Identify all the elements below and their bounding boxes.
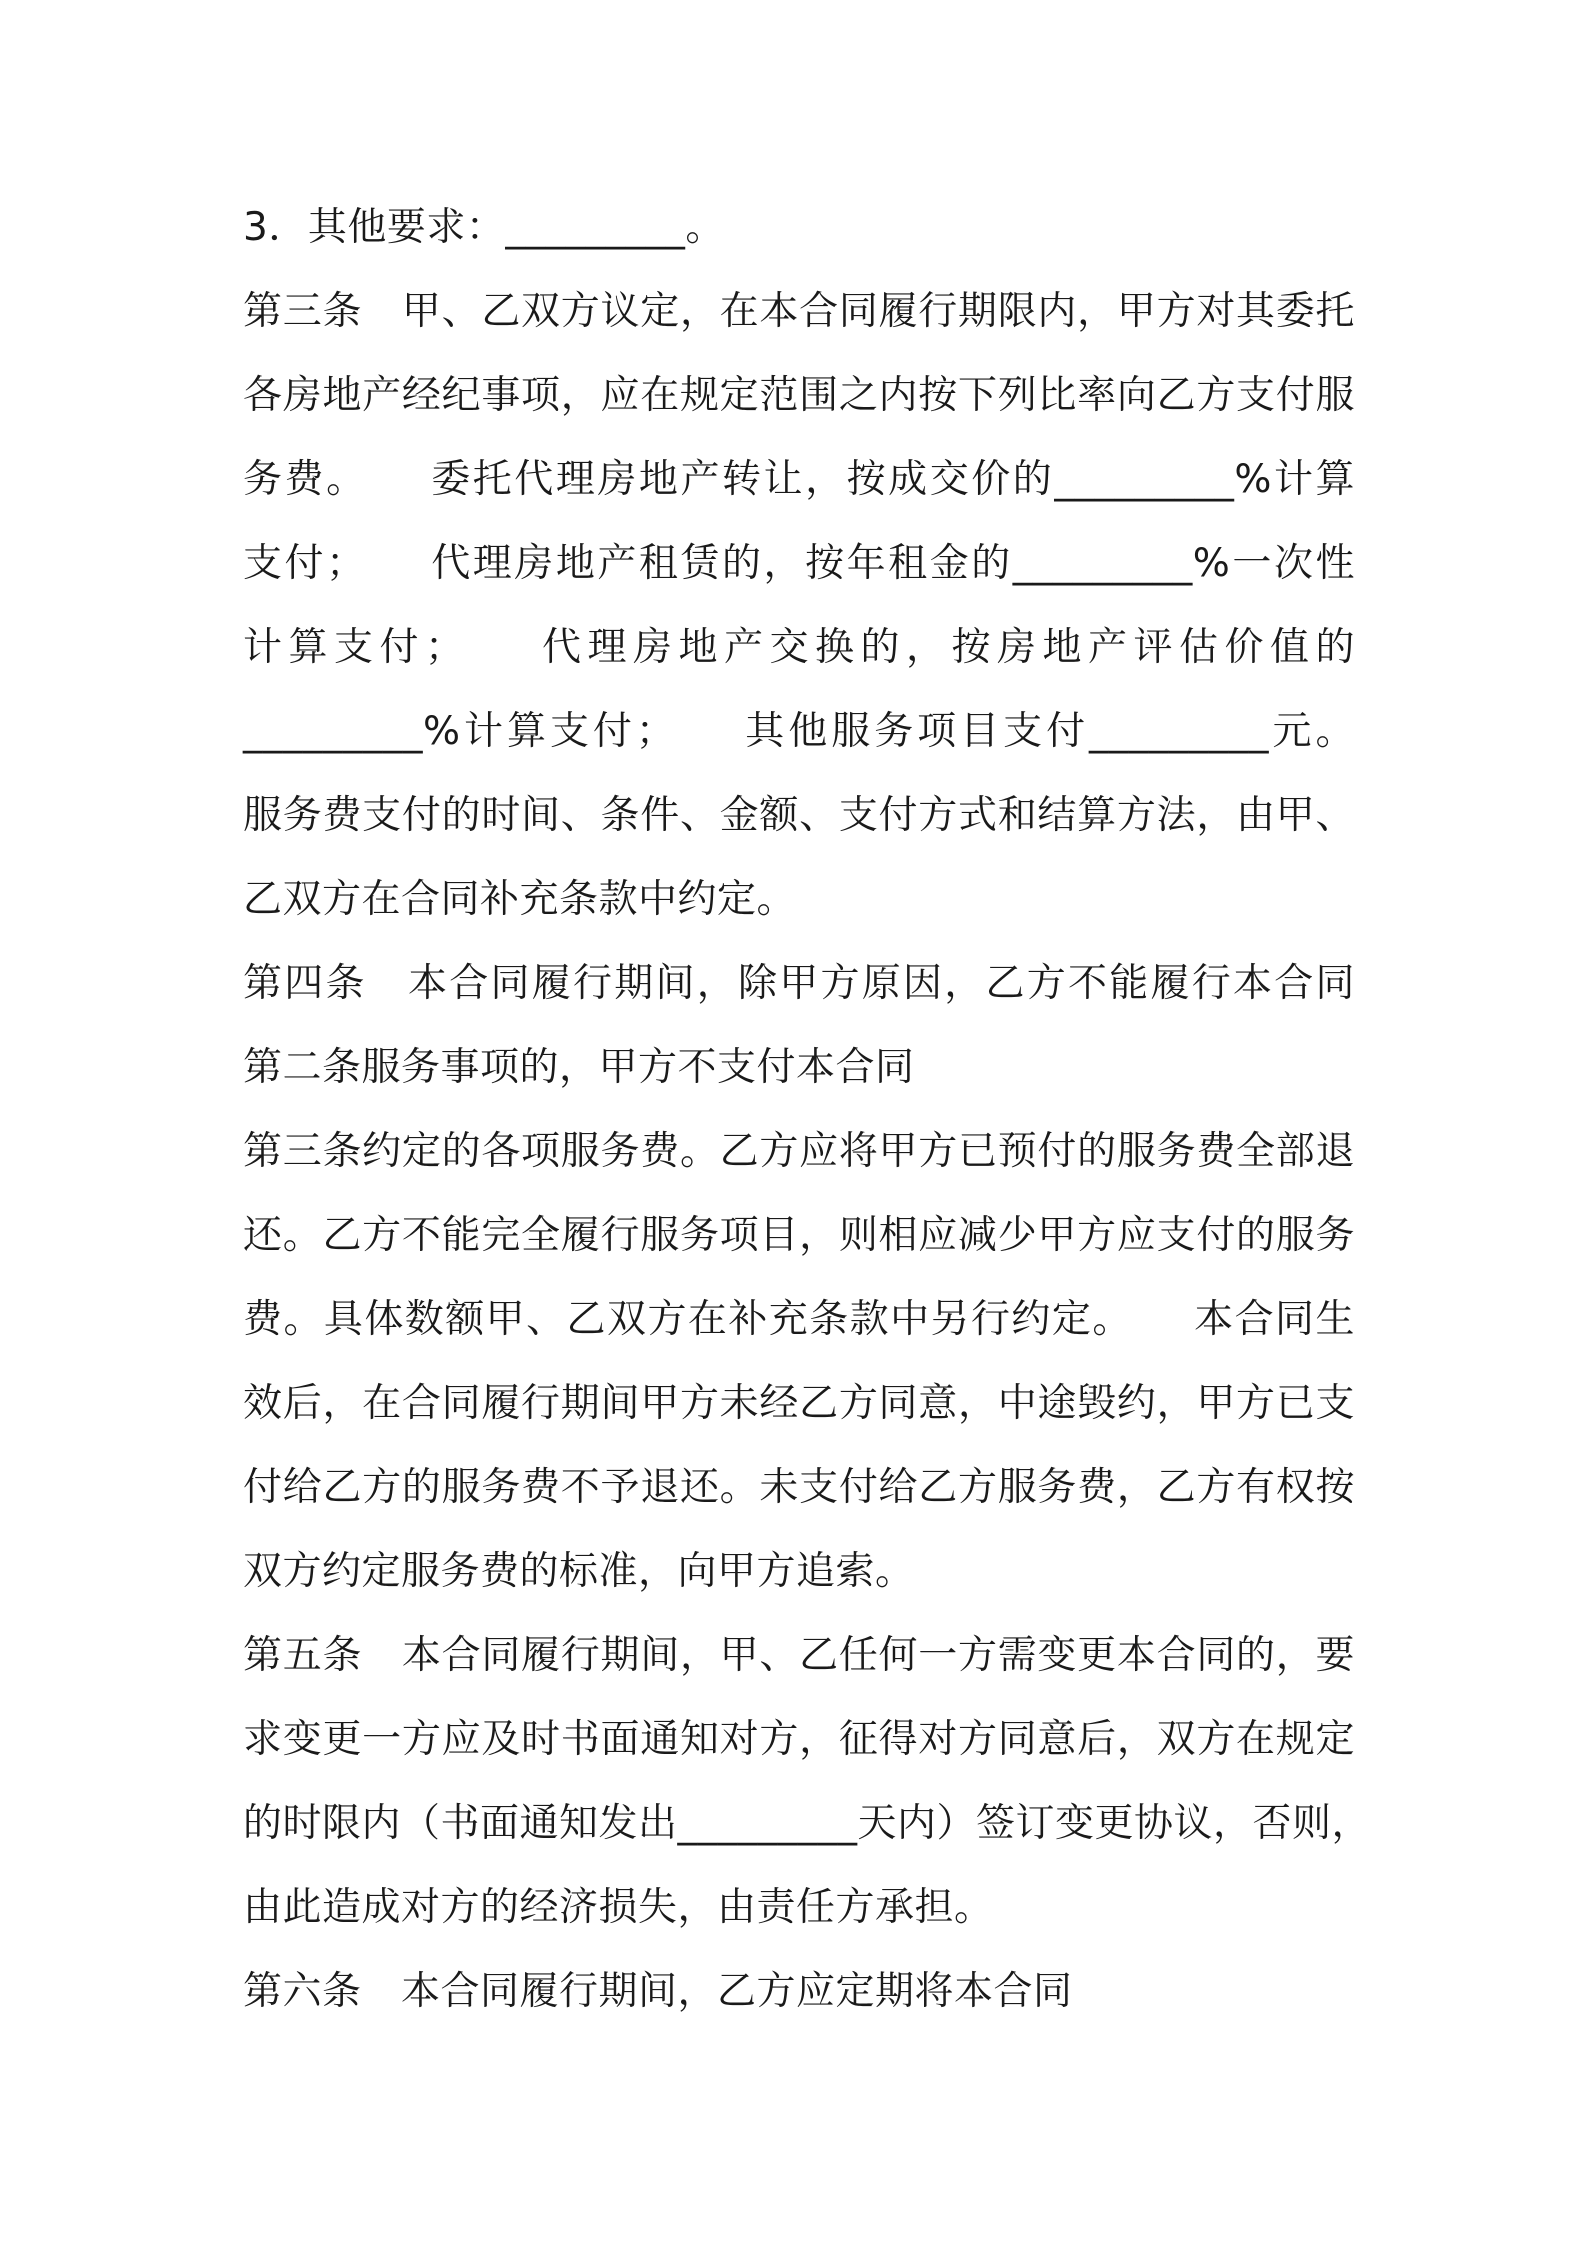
text-line: _________%计算支付； 其他服务项目支付_________元。 xyxy=(243,709,1355,754)
text-line: 乙双方在合同补充条款中约定。 xyxy=(243,877,797,922)
text-line: 求变更一方应及时书面通知对方，征得对方同意后，双方在规定 xyxy=(243,1717,1355,1762)
text-line: 双方约定服务费的标准，向甲方追索。 xyxy=(243,1549,915,1594)
text-line: 支付； 代理房地产租赁的，按年租金的_________%一次性 xyxy=(243,541,1355,586)
text-line: 务费。 委托代理房地产转让，按成交价的_________%计算 xyxy=(243,457,1355,502)
text-line: 各房地产经纪事项，应在规定范围之内按下列比率向乙方支付服 xyxy=(243,373,1355,418)
text-line: 服务费支付的时间、条件、金额、支付方式和结算方法，由甲、 xyxy=(243,793,1355,838)
text-line: 还。乙方不能完全履行服务项目，则相应减少甲方应支付的服务 xyxy=(243,1213,1355,1258)
text-line: 费。具体数额甲、乙双方在补充条款中另行约定。 本合同生 xyxy=(243,1297,1355,1342)
text-line: 第六条 本合同履行期间，乙方应定期将本合同 xyxy=(243,1969,1073,2014)
text-line: 第二条服务事项的，甲方不支付本合同 xyxy=(243,1045,915,1090)
text-line: 的时限内（书面通知发出_________天内）签订变更协议，否则， xyxy=(243,1801,1372,1846)
text-line: 第三条 甲、乙双方议定，在本合同履行期限内，甲方对其委托 xyxy=(243,289,1355,334)
text-line: 付给乙方的服务费不予退还。未支付给乙方服务费，乙方有权按 xyxy=(243,1465,1355,1510)
text-line: 效后，在合同履行期间甲方未经乙方同意，中途毁约，甲方已支 xyxy=(243,1381,1355,1426)
text-line: 计算支付； 代理房地产交换的，按房地产评估价值的 xyxy=(243,625,1355,670)
text-line: 第五条 本合同履行期间，甲、乙任何一方需变更本合同的，要 xyxy=(243,1633,1355,1678)
text-line: 3．其他要求：_________。 xyxy=(243,205,725,250)
text-line: 由此造成对方的经济损失，由责任方承担。 xyxy=(243,1885,994,1930)
text-line: 第三条约定的各项服务费。乙方应将甲方已预付的服务费全部退 xyxy=(243,1129,1355,1174)
text-line: 第四条 本合同履行期间，除甲方原因，乙方不能履行本合同 xyxy=(243,961,1355,1006)
